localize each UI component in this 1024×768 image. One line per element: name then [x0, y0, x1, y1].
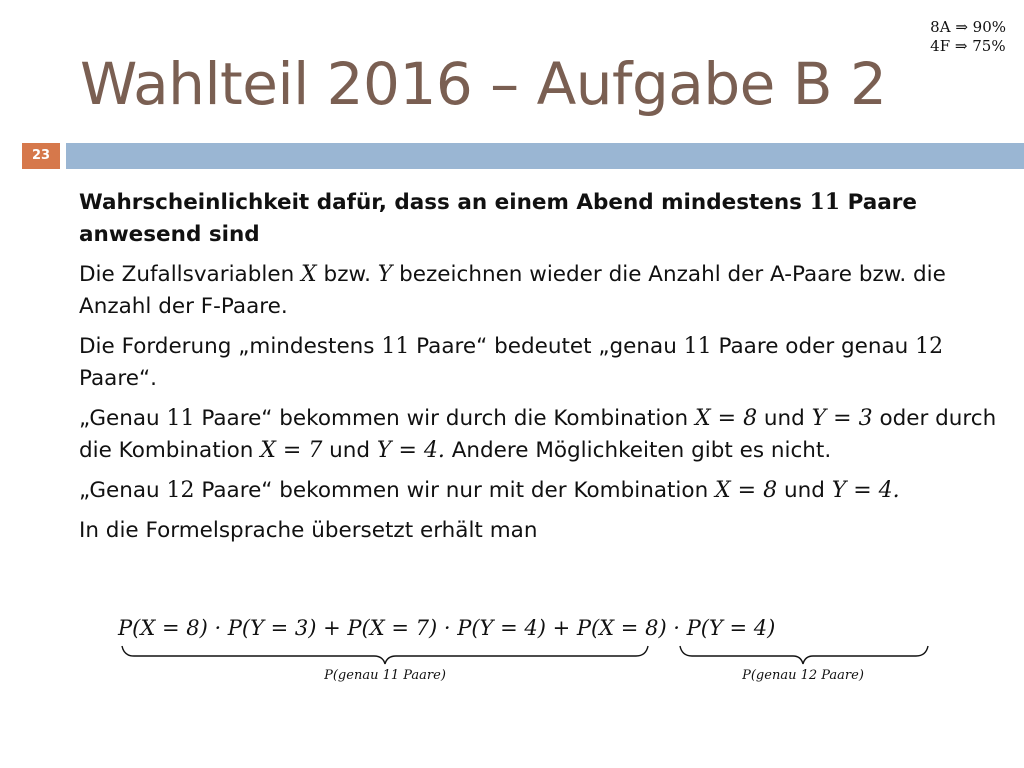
text: Paare“ bekommen wir nur mit der Kombination: [194, 478, 716, 503]
heading-text-end: Paare anwesend sind: [79, 190, 917, 247]
slide-number: 23: [22, 143, 60, 169]
text: „Genau: [79, 478, 167, 503]
brace-label-twelve-pairs: P(genau 12 Paare): [742, 668, 864, 683]
text: Die Forderung „mindestens: [79, 334, 382, 359]
text: Paare“ bedeutet „genau: [409, 334, 684, 359]
text: und: [757, 406, 812, 431]
corner-note-line-1: 8A ⇒ 90%: [930, 18, 1006, 36]
text: Die Zufallsvariablen: [79, 262, 302, 287]
text: Paare“ bekommen wir durch die Kombination: [194, 406, 695, 431]
text: und: [322, 438, 377, 463]
math-expression: Y = 3: [811, 406, 873, 431]
math-expression: X = 8: [694, 406, 758, 431]
text: oder durch die Kombination: [79, 406, 997, 463]
math-number: 12: [915, 334, 944, 359]
math-expression: Y = 4.: [831, 478, 900, 503]
math-expression: Y = 4.: [376, 438, 445, 463]
math-var-x: X: [301, 262, 317, 287]
math-number: 11: [683, 334, 712, 359]
text: bezeichnen wieder die Anzahl der A-Paare bzw. die Anzahl der F-Paare.: [79, 262, 946, 319]
math-number: 12: [166, 478, 195, 503]
text: Paare oder genau: [711, 334, 916, 359]
heading-number: 11: [809, 189, 841, 215]
math-expression: X = 8: [715, 478, 778, 503]
heading-text: Wahrscheinlichkeit dafür, dass an einem Abend mindestens: [79, 190, 810, 215]
math-var-y: Y: [377, 262, 393, 287]
brace-label-eleven-pairs: P(genau 11 Paare): [324, 668, 446, 683]
math-expression: X = 7: [260, 438, 323, 463]
text: Paare“.: [79, 366, 157, 391]
paragraph-formula-intro: In die Formelsprache übersetzt erhält man: [79, 518, 538, 543]
corner-note-line-2: 4F ⇒ 75%: [930, 37, 1006, 55]
text: „Genau: [79, 406, 167, 431]
slide-title: Wahlteil 2016 – Aufgabe B 2: [80, 50, 887, 118]
formula-expression: P(X = 8) · P(Y = 3) + P(X = 7) · P(Y = 4) + P(X = 8) · P(Y = 4): [118, 616, 776, 640]
text: und: [777, 478, 832, 503]
math-number: 11: [166, 406, 195, 431]
text: Andere Möglichkeiten gibt es nicht.: [444, 438, 832, 463]
underbrace-eleven-pairs: [122, 646, 648, 664]
math-number: 11: [381, 334, 410, 359]
underbrace-twelve-pairs: [680, 646, 928, 664]
text: bzw.: [316, 262, 378, 287]
